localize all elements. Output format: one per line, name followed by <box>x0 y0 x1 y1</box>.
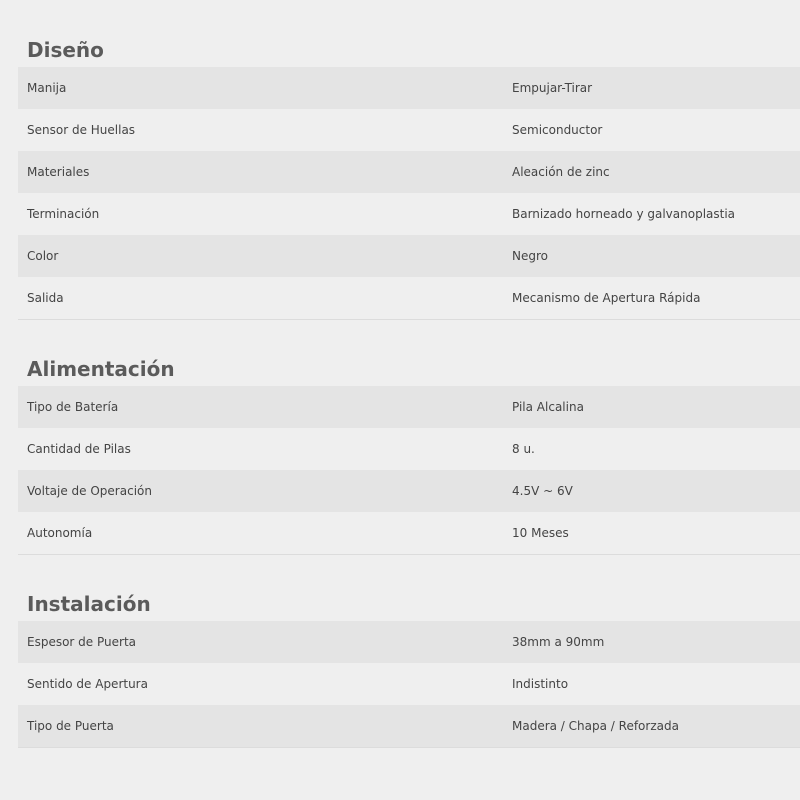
spec-label: Voltaje de Operación <box>27 484 152 498</box>
spec-value: Madera / Chapa / Reforzada <box>512 719 679 733</box>
table-row <box>18 235 800 277</box>
section-title: Diseño <box>27 38 104 62</box>
spec-label: Color <box>27 249 59 263</box>
spec-value: Negro <box>512 249 548 263</box>
spec-value: Semiconductor <box>512 123 603 137</box>
spec-value: 8 u. <box>512 442 535 456</box>
table-row <box>18 67 800 109</box>
spec-value: Empujar-Tirar <box>512 81 593 95</box>
section-alimentacion <box>18 352 800 555</box>
table-row <box>18 663 800 705</box>
table-row <box>18 470 800 512</box>
spec-label: Sentido de Apertura <box>27 677 148 691</box>
spec-label: Sensor de Huellas <box>27 123 136 137</box>
spec-label: Manija <box>27 81 67 95</box>
spec-value: Aleación de zinc <box>512 165 610 179</box>
spec-value: Indistinto <box>512 677 569 691</box>
table-row <box>18 151 800 193</box>
section-title: Alimentación <box>27 357 175 381</box>
spec-label: Tipo de Batería <box>27 400 119 414</box>
spec-table <box>18 67 800 320</box>
table-row <box>18 109 800 151</box>
table-row <box>18 705 800 747</box>
table-row <box>18 193 800 235</box>
spec-table <box>18 386 800 555</box>
spec-value: Barnizado horneado y galvanoplastia <box>512 207 736 221</box>
spec-value: 10 Meses <box>512 526 569 540</box>
section-title: Instalación <box>27 592 151 616</box>
spec-value: 38mm a 90mm <box>512 635 605 649</box>
table-row <box>18 621 800 663</box>
spec-value: 4.5V ~ 6V <box>512 484 573 498</box>
table-row <box>18 512 800 554</box>
table-row <box>18 428 800 470</box>
spec-value: Pila Alcalina <box>512 400 584 414</box>
spec-table <box>18 621 800 748</box>
spec-label: Tipo de Puerta <box>27 719 114 733</box>
spec-label: Terminación <box>27 207 100 221</box>
spec-label: Autonomía <box>27 526 93 540</box>
spec-label: Espesor de Puerta <box>27 635 136 649</box>
section-diseno <box>18 33 800 320</box>
section-instalacion <box>18 587 800 748</box>
spec-label: Cantidad de Pilas <box>27 442 131 456</box>
spec-label: Materiales <box>27 165 90 179</box>
spec-value: Mecanismo de Apertura Rápida <box>512 291 701 305</box>
spec-label: Salida <box>27 291 64 305</box>
table-row <box>18 386 800 428</box>
table-row <box>18 277 800 319</box>
